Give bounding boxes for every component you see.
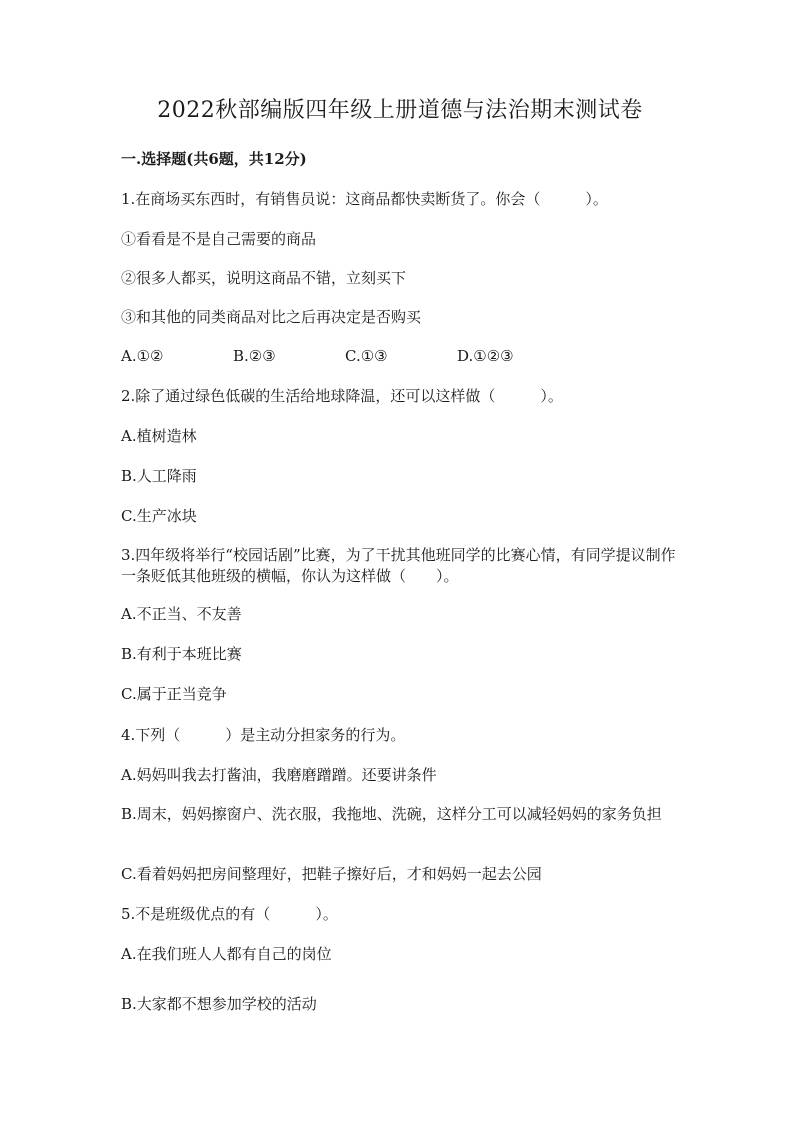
question-3-stem: 3.四年级将举行“校园话剧”比赛，为了干扰其他班同学的比赛心情，有同学提议制作一条贬低其他班级的横幅，你认为这样做（ ）。: [121, 546, 676, 585]
question-5-stem: 5.不是班级优点的有（ ）。: [121, 905, 338, 923]
question-4-option-c[interactable]: C.看着妈妈把房间整理好，把鞋子擦好后，才和妈妈一起去公园: [121, 865, 542, 883]
question-2-stem: 2.除了通过绿色低碳的生活给地球降温，还可以这样做（ ）。: [121, 387, 563, 405]
question-1-options: [121, 345, 681, 367]
page-title: 2022秋部编版四年级上册道德与法治期末测试卷: [157, 98, 643, 123]
question-3-option-a[interactable]: A.不正当、不友善: [121, 605, 242, 623]
question-1-item: ②很多人都买，说明这商品不错，立刻买下: [121, 269, 407, 287]
question-5-option-a[interactable]: A.在我们班人人都有自己的岗位: [121, 945, 332, 963]
question-4-option-b[interactable]: B.周末，妈妈擦窗户、洗衣服，我拖地、洗碗，这样分工可以减轻妈妈的家务负担: [121, 805, 662, 823]
question-1-item: ③和其他的同类商品对比之后再决定是否购买: [121, 308, 422, 326]
question-1-item: ①看看是不是自己需要的商品: [121, 230, 317, 248]
question-1-option-c[interactable]: C.①③: [345, 347, 388, 365]
question-1-option-b[interactable]: B.②③: [233, 347, 276, 365]
question-1-stem: 1.在商场买东西时，有销售员说：这商品都快卖断货了。你会（ ）。: [121, 190, 608, 208]
question-1-option-a[interactable]: A.①②: [121, 347, 164, 365]
section-heading: 一.选择题(共6题，共12分): [121, 150, 307, 168]
question-4-stem: 4.下列（ ）是主动分担家务的行为。: [121, 726, 406, 744]
question-4-option-a[interactable]: A.妈妈叫我去打酱油，我磨磨蹭蹭。还要讲条件: [121, 766, 437, 784]
question-1-option-d[interactable]: D.①②③: [457, 347, 514, 365]
question-3-option-b[interactable]: B.有利于本班比赛: [121, 645, 242, 663]
question-5-option-b[interactable]: B.大家都不想参加学校的活动: [121, 995, 317, 1013]
question-2-option-c[interactable]: C.生产冰块: [121, 507, 197, 525]
question-2-option-a[interactable]: A.植树造林: [121, 427, 197, 445]
question-2-option-b[interactable]: B.人工降雨: [121, 467, 197, 485]
question-3-option-c[interactable]: C.属于正当竞争: [121, 685, 227, 703]
